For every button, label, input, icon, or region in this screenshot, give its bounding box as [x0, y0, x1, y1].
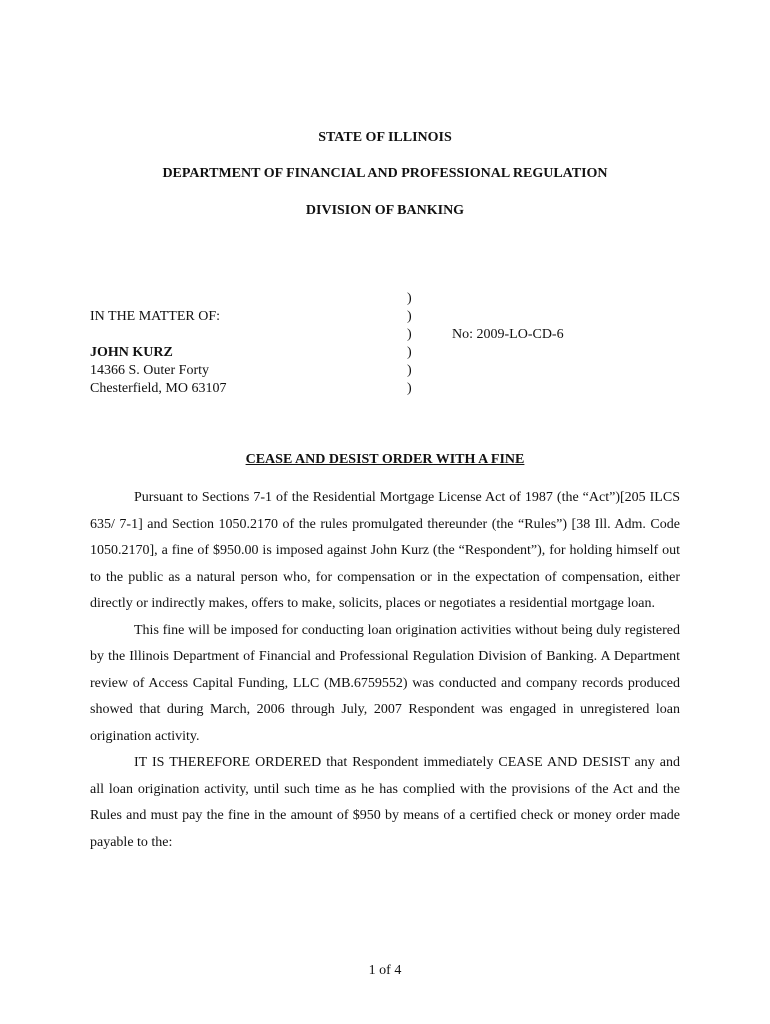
order-body	[90, 485, 680, 856]
matter-label: IN THE MATTER OF:	[90, 309, 221, 324]
docket-number: No: 2009-LO-CD-6	[452, 327, 564, 342]
respondent-name: JOHN KURZ	[90, 345, 173, 360]
paragraph: Pursuant to Sections 7-1 of the Residential Mortgage License Act of 1987 (the “Act”)[205 ILCS 635/ 7-1] and Section 1050.2170 of the rules promulgated thereunder (the “Rules”) [38 Ill. Adm. Code 1050.2170], a fine of $950.00 is imposed against John Kurz (the “Respondent”), for holding himself out to the public as a natural person who, for compensation or in the expectation of compensation, either directly or indirectly makes, offers to make, solicits, places or negotiates a residential mortgage loan.	[90, 490, 680, 611]
page-number: 1 of 4	[368, 963, 402, 978]
header-division: DIVISION OF BANKING	[305, 203, 465, 218]
order-title: CEASE AND DESIST ORDER WITH A FINE	[245, 452, 525, 467]
paren: )	[407, 291, 412, 306]
address-line-2: Chesterfield, MO 63107	[90, 381, 227, 396]
paren: )	[407, 327, 412, 342]
address-line-1: 14366 S. Outer Forty	[90, 363, 209, 378]
caption-parentheses	[407, 290, 412, 398]
case-caption	[90, 308, 226, 398]
paragraph: IT IS THEREFORE ORDERED that Respondent immediately CEASE AND DESIST any and all loan origination activity, until such time as he has complied with the provisions of the Act and the Rules and must pay the fine in the amount of $950 by means of a certified check or money order made payable to the:	[90, 755, 680, 850]
caption-spacer	[90, 326, 226, 344]
paren: )	[407, 345, 412, 360]
paren: )	[407, 309, 412, 324]
header-department: DEPARTMENT OF FINANCIAL AND PROFESSIONAL REGULATION	[162, 166, 608, 181]
paragraph: This fine will be imposed for conducting loan origination activities without being duly registered by the Illinois Department of Financial and Professional Regulation Division of Banking. A Department review of Access Capital Funding, LLC (MB.6759552) was conducted and company records produced showed that during March, 2006 through July, 2007 Respondent was engaged in unregistered loan origination activity.	[90, 622, 680, 744]
paren: )	[407, 363, 412, 378]
header-state: STATE OF ILLINOIS	[318, 130, 452, 145]
paren: )	[407, 381, 412, 396]
